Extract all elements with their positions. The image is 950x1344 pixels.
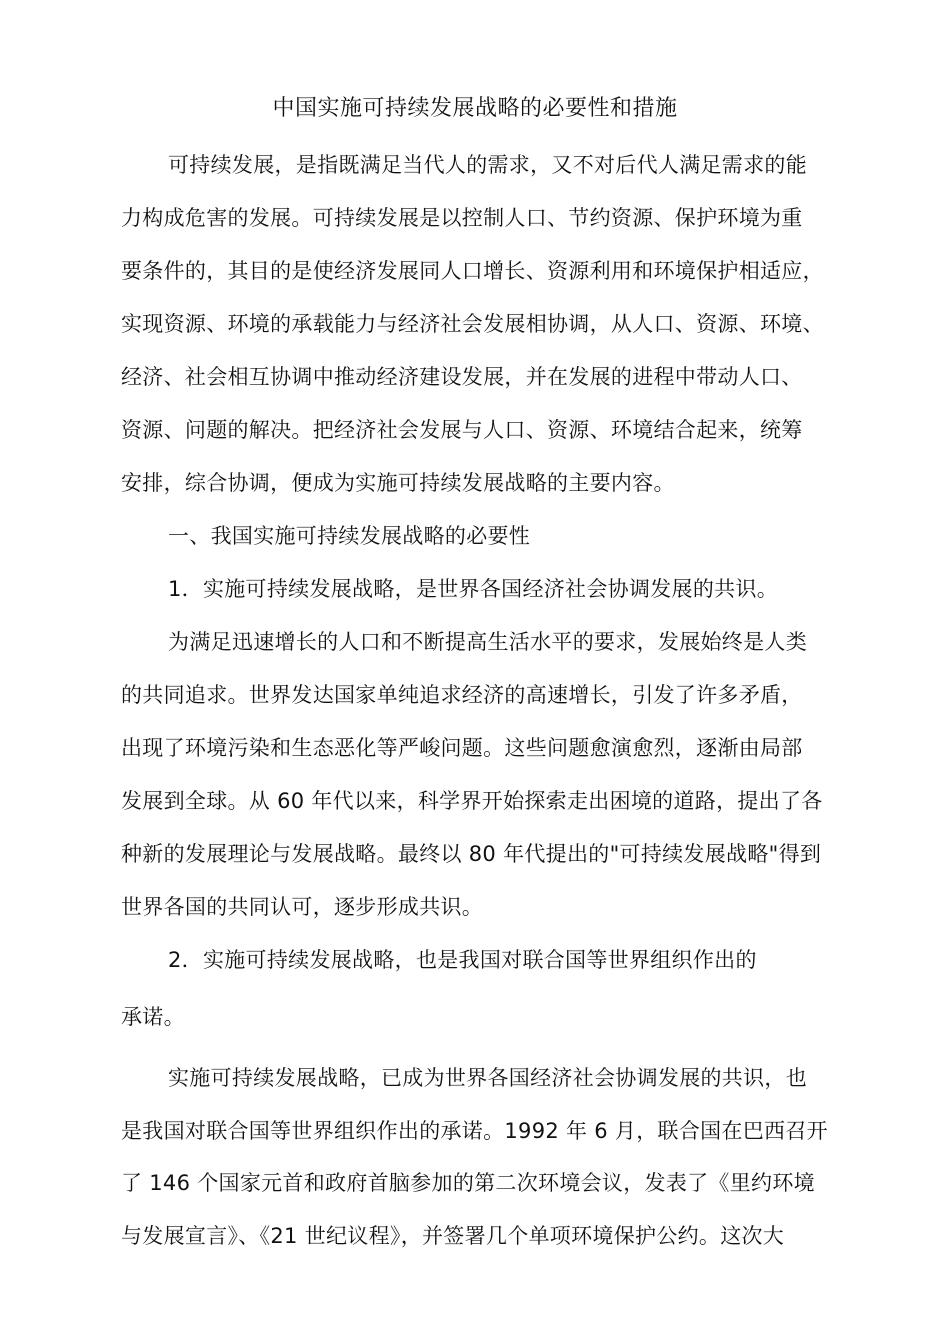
paragraph-line: 实现资源、环境的承载能力与经济社会发展相协调，从人口、资源、环境、 <box>121 312 824 336</box>
paragraph-line: 是我国对联合国等世界组织作出的承诺。1992 年 6 月，联合国在巴西召开 <box>121 1119 828 1143</box>
paragraph-line: 出现了环境污染和生态恶化等严峻问题。这些问题愈演愈烈，逐渐由局部 <box>121 736 803 760</box>
paragraph-line: 发展到全球。从 60 年代以来，科学界开始探索走出困境的道路，提出了各 <box>121 789 823 813</box>
paragraph-line: 了 146 个国家元首和政府首脑参加的第二次环境会议，发表了《里约环境 <box>121 1171 815 1195</box>
paragraph-line: 力构成危害的发展。可持续发展是以控制人口、节约资源、保护环境为重 <box>121 206 803 230</box>
subsection-heading: 2．实施可持续发展战略，也是我国对联合国等世界组织作出的 <box>168 948 757 972</box>
document-title: 中国实施可持续发展战略的必要性和措施 <box>272 96 678 121</box>
paragraph-line: 与发展宣言》、《21 世纪议程》，并签署几个单项环境保护公约。这次大 <box>121 1224 785 1248</box>
paragraph-line: 经济、社会相互协调中推动经济建设发展，并在发展的进程中带动人口、 <box>121 365 803 389</box>
section-heading: 一、我国实施可持续发展战略的必要性 <box>168 524 531 548</box>
paragraph-line: 可持续发展，是指既满足当代人的需求，又不对后代人满足需求的能 <box>168 153 807 177</box>
subsection-heading: 1．实施可持续发展战略，是世界各国经济社会协调发展的共识。 <box>168 577 779 601</box>
paragraph-line: 安排，综合协调，便成为实施可持续发展战略的主要内容。 <box>121 471 675 495</box>
paragraph-line: 资源、问题的解决。把经济社会发展与人口、资源、环境结合起来，统筹 <box>121 418 803 442</box>
paragraph-line: 要条件的，其目的是使经济发展同人口增长、资源利用和环境保护相适应， <box>121 259 824 283</box>
paragraph-line: 的共同追求。世界发达国家单纯追求经济的高速增长，引发了许多矛盾， <box>121 683 803 707</box>
subsection-heading-continued: 承诺。 <box>121 1005 185 1029</box>
paragraph-line: 实施可持续发展战略，已成为世界各国经济社会协调发展的共识，也 <box>168 1066 807 1090</box>
paragraph-line: 种新的发展理论与发展战略。最终以 80 年代提出的"可持续发展战略"得到 <box>121 842 822 866</box>
paragraph-line: 世界各国的共同认可，逐步形成共识。 <box>121 895 484 919</box>
paragraph-line: 为满足迅速增长的人口和不断提高生活水平的要求，发展始终是人类 <box>168 630 807 654</box>
